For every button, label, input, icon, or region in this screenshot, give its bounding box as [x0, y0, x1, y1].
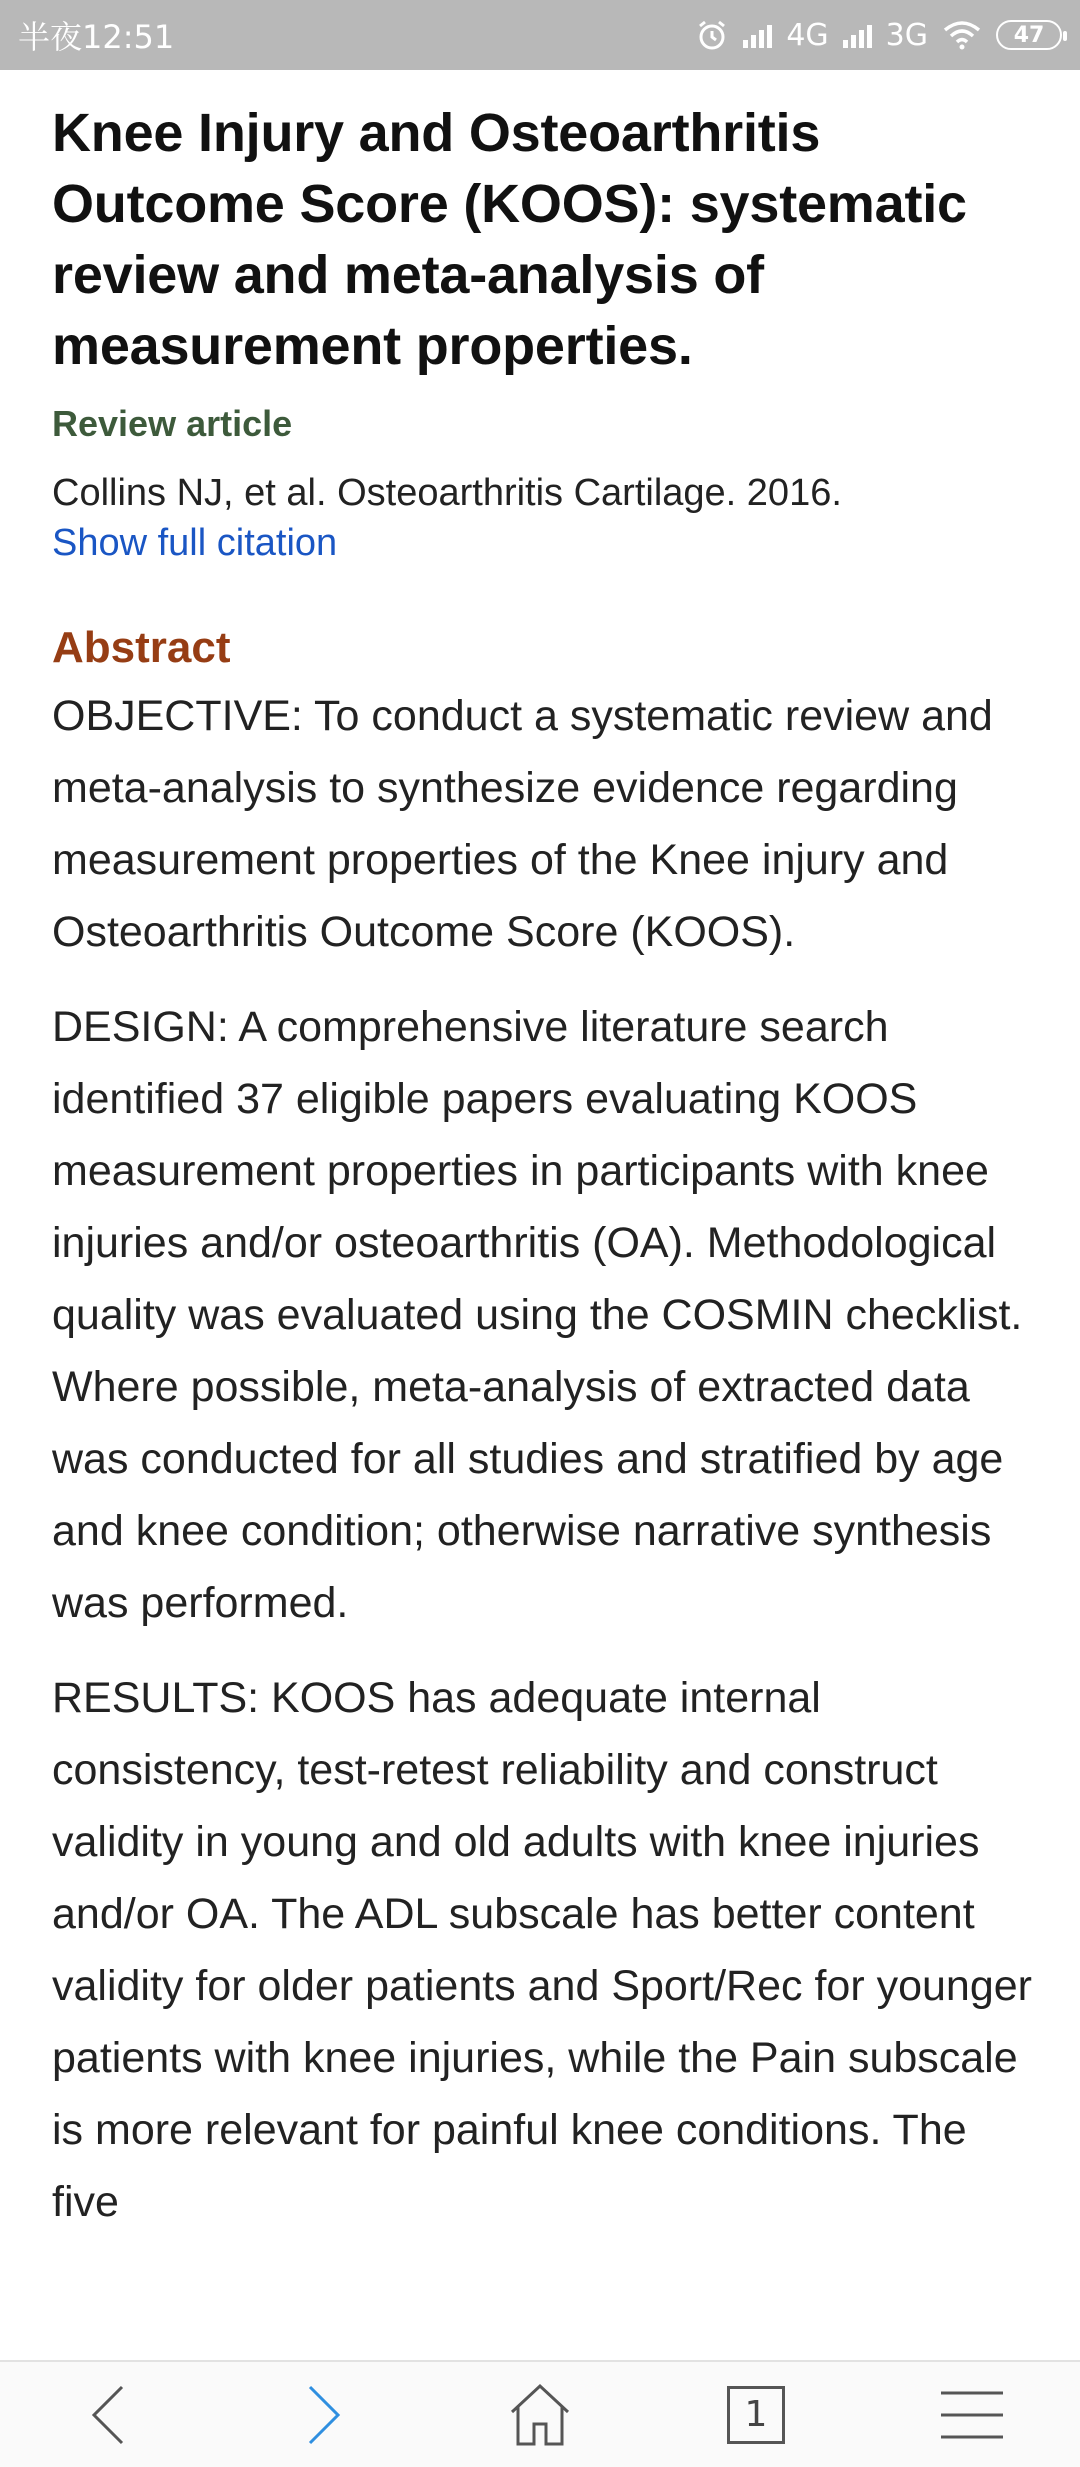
status-bar [0, 0, 1080, 70]
tabs-icon [727, 2386, 785, 2444]
article-content [52, 98, 1032, 2238]
back-button[interactable] [48, 2370, 168, 2460]
wifi-icon [942, 20, 982, 50]
abstract-design: DESIGN: A comprehensive literature search identified 37 eligible papers evaluating KOOS measurement properties in participants with knee injuries and/or osteoarthritis (OA). Methodological quality was evaluated using the COSMIN checklist. Where possible, meta-analysis of extracted data was conducted for all studies and stratified by age and knee condition; otherwise narrative synthesis was performed. [52, 1003, 1023, 1627]
tab-count: 1 [744, 2394, 768, 2435]
home-button[interactable] [480, 2370, 600, 2460]
alarm-icon [695, 18, 729, 52]
menu-button[interactable] [912, 2370, 1032, 2460]
abstract-results: RESULTS: KOOS has adequate internal consistency, test-retest reliability and construct validity in young and old adults with knee injuries and/or OA. The ADL subscale has better content validity for older patients and Sport/Rec for younger patients with knee injuries, while the Pain subscale is more relevant for painful knee conditions. The five [52, 1674, 1032, 2226]
network-label-1: 4G [786, 17, 829, 53]
status-icons [695, 18, 1062, 53]
network-label-2: 3G [885, 17, 928, 53]
battery-icon [996, 20, 1062, 50]
signal-icon [743, 22, 772, 48]
signal-icon-2 [843, 22, 872, 48]
article-type: Review article [52, 403, 293, 444]
battery-level: 47 [1013, 22, 1045, 48]
forward-button[interactable] [264, 2370, 384, 2460]
citation-text: Collins NJ, et al. Osteoarthritis Cartilage. 2016. [52, 472, 842, 514]
forward-arrow-icon [304, 2383, 344, 2447]
tabs-button[interactable] [696, 2370, 816, 2460]
home-icon [508, 2382, 572, 2448]
show-full-citation-link[interactable]: Show full citation [52, 522, 338, 564]
menu-icon [939, 2390, 1005, 2440]
abstract-objective: OBJECTIVE: To conduct a systematic review and meta-analysis to synthesize evidence regarding measurement properties of the Knee injury and Osteoarthritis Outcome Score (KOOS). [52, 692, 993, 956]
status-time: 半夜12:51 [18, 18, 175, 56]
bottom-navigation [0, 2360, 1080, 2467]
abstract-heading: Abstract [52, 623, 231, 672]
citation [52, 468, 1032, 568]
back-arrow-icon [88, 2383, 128, 2447]
article-title: Knee Injury and Osteoarthritis Outcome Score (KOOS): systematic review and meta-analysis of measurement properties. [52, 103, 967, 376]
